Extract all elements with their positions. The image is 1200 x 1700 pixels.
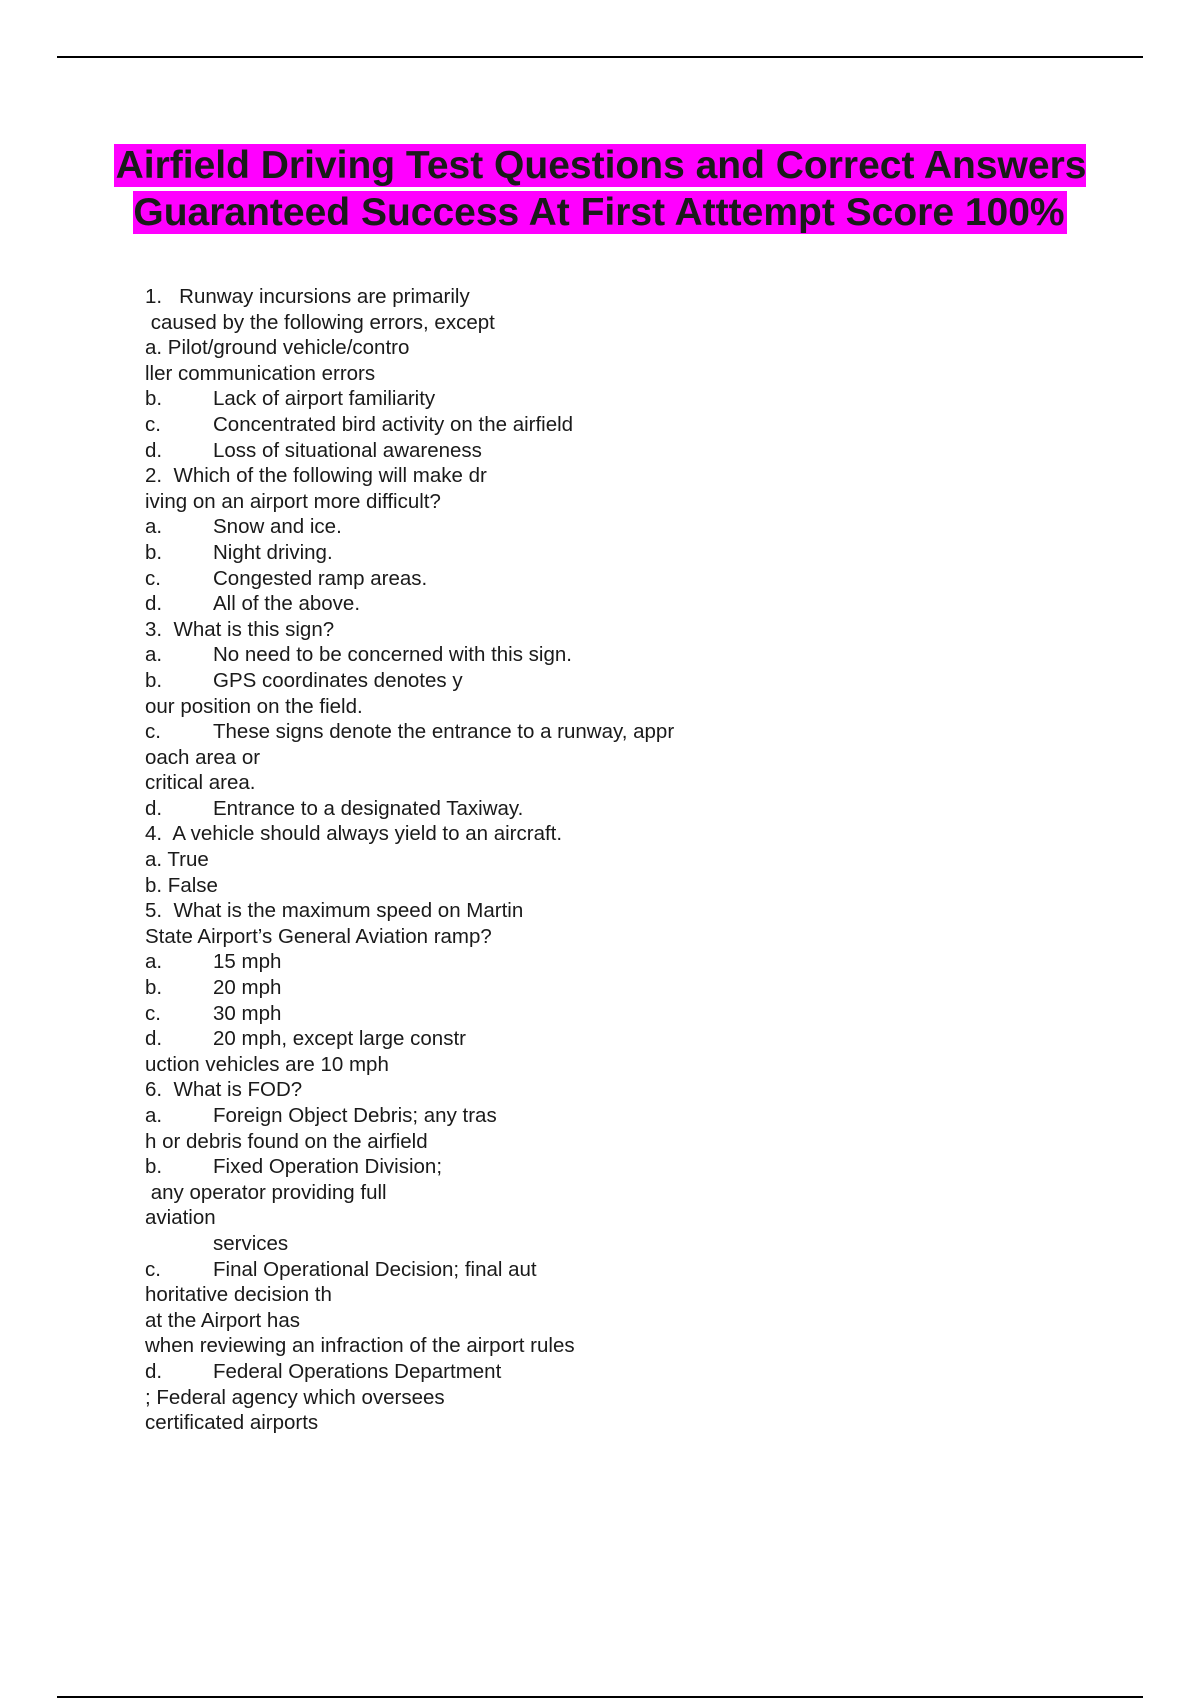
line-text: uction vehicles are 10 mph — [145, 1052, 389, 1076]
line-text: at the Airport has — [145, 1308, 300, 1332]
line-text: These signs denote the entrance to a runway, appr — [213, 720, 675, 744]
line-text: b. False — [145, 873, 218, 897]
line-text: 2. Which of the following will make dr — [145, 464, 487, 488]
line-text: 4. A vehicle should always yield to an aircraft. — [145, 822, 563, 846]
line-text: ller communication errors — [145, 361, 376, 385]
text-line — [145, 335, 1045, 361]
text-line — [145, 847, 1045, 873]
line-text: Foreign Object Debris; any tras — [213, 1104, 497, 1127]
line-text: Congested ramp areas. — [213, 566, 428, 590]
text-line — [145, 1231, 1045, 1257]
text-line — [145, 1103, 1045, 1129]
text-line — [145, 1385, 1045, 1411]
line-text: horitative decision th — [145, 1283, 332, 1307]
line-text: 20 mph, except large constr — [213, 1027, 466, 1051]
text-line — [145, 489, 1045, 515]
option-marker: a. — [145, 643, 163, 667]
option-marker: c. — [145, 720, 161, 744]
line-text: oach area or — [145, 745, 261, 769]
line-text: h or debris found on the airfield — [145, 1129, 428, 1153]
line-text: ; Federal agency which oversees — [145, 1385, 445, 1409]
text-line — [145, 566, 1045, 592]
option-marker: d. — [145, 438, 163, 462]
line-text: a. True — [145, 848, 209, 872]
text-line — [145, 898, 1045, 924]
text-line — [145, 1052, 1045, 1078]
text-line — [145, 1154, 1045, 1180]
text-line — [145, 1026, 1045, 1052]
text-line — [145, 1205, 1045, 1231]
line-text: Loss of situational awareness — [213, 438, 482, 462]
text-line — [145, 770, 1045, 796]
option-marker: d. — [145, 592, 163, 616]
text-line — [145, 386, 1045, 412]
text-line — [145, 924, 1045, 950]
title-highlight: Airfield Driving Test Questions and Correct Answers Guaranteed Success At First Atttempt Score 100% — [115, 144, 1087, 234]
text-line — [145, 1001, 1045, 1027]
option-marker: a. — [145, 950, 163, 974]
line-text: 1. Runway incursions are primarily — [145, 285, 470, 308]
line-text: 30 mph — [213, 1001, 282, 1025]
text-line — [145, 1282, 1045, 1308]
text-line — [145, 642, 1045, 668]
text-line — [145, 949, 1045, 975]
option-marker: a. — [145, 1104, 163, 1127]
option-marker: d. — [145, 1359, 163, 1383]
line-text: Snow and ice. — [213, 515, 342, 539]
line-text: 5. What is the maximum speed on Martin — [145, 899, 524, 923]
question-list — [145, 284, 1045, 1436]
line-text: State Airport’s General Aviation ramp? — [145, 924, 492, 948]
text-line — [145, 821, 1045, 847]
option-marker: b. — [145, 1155, 163, 1179]
option-marker: c. — [145, 1001, 161, 1025]
line-text: services — [213, 1231, 289, 1255]
text-line — [145, 514, 1045, 540]
text-line — [145, 438, 1045, 464]
text-line — [145, 668, 1045, 694]
line-text: a. Pilot/ground vehicle/contro — [145, 336, 410, 360]
text-line — [145, 463, 1045, 489]
text-line — [145, 1333, 1045, 1359]
option-marker: c. — [145, 412, 161, 436]
option-marker — [145, 1231, 213, 1257]
line-text: 3. What is this sign? — [145, 617, 335, 641]
option-marker: d. — [145, 1027, 163, 1051]
text-line — [145, 1359, 1045, 1385]
line-text: Final Operational Decision; final aut — [213, 1257, 537, 1281]
text-line — [145, 284, 1045, 310]
option-marker: a. — [145, 515, 163, 539]
text-line — [145, 1077, 1045, 1103]
line-text: our position on the field. — [145, 694, 363, 718]
option-marker: b. — [145, 387, 163, 411]
line-text: Fixed Operation Division; — [213, 1155, 443, 1179]
option-marker: b. — [145, 976, 163, 1000]
option-marker: d. — [145, 796, 163, 820]
option-marker: b. — [145, 540, 163, 564]
text-line — [145, 694, 1045, 720]
option-marker: b. — [145, 668, 163, 692]
line-text: Lack of airport familiarity — [213, 387, 436, 411]
line-text: 6. What is FOD? — [145, 1078, 303, 1102]
top-rule — [57, 56, 1143, 58]
text-line — [145, 719, 1045, 745]
line-text: Federal Operations Department — [213, 1359, 502, 1383]
text-line — [145, 745, 1045, 771]
line-text: No need to be concerned with this sign. — [213, 643, 572, 667]
line-text: when reviewing an infraction of the airport rules — [145, 1334, 575, 1358]
text-line — [145, 310, 1045, 336]
text-line — [145, 540, 1045, 566]
line-text: Concentrated bird activity on the airfield — [213, 412, 574, 436]
line-text: certificated airports — [145, 1411, 319, 1435]
text-line — [145, 617, 1045, 643]
line-text: aviation — [145, 1206, 216, 1230]
option-marker: c. — [145, 1257, 161, 1281]
line-text: GPS coordinates denotes y — [213, 668, 463, 692]
text-line — [145, 873, 1045, 899]
option-marker: c. — [145, 566, 161, 590]
text-line — [145, 796, 1045, 822]
text-line — [145, 975, 1045, 1001]
text-line — [145, 1308, 1045, 1334]
line-text: Entrance to a designated Taxiway. — [213, 796, 524, 820]
line-text: any operator providing full — [145, 1180, 387, 1204]
document-title — [100, 142, 1100, 236]
text-line — [145, 412, 1045, 438]
line-text: All of the above. — [213, 592, 361, 616]
line-text: 20 mph — [213, 976, 282, 1000]
line-text: Night driving. — [213, 540, 333, 564]
text-line — [145, 361, 1045, 387]
bottom-rule — [57, 1696, 1143, 1698]
text-line — [145, 1257, 1045, 1283]
line-text: 15 mph — [213, 950, 282, 974]
text-line — [145, 1410, 1045, 1436]
text-line — [145, 591, 1045, 617]
line-text: critical area. — [145, 771, 256, 795]
line-text: caused by the following errors, except — [145, 310, 495, 334]
text-line — [145, 1180, 1045, 1206]
text-line — [145, 1129, 1045, 1155]
line-text: iving on an airport more difficult? — [145, 489, 441, 513]
